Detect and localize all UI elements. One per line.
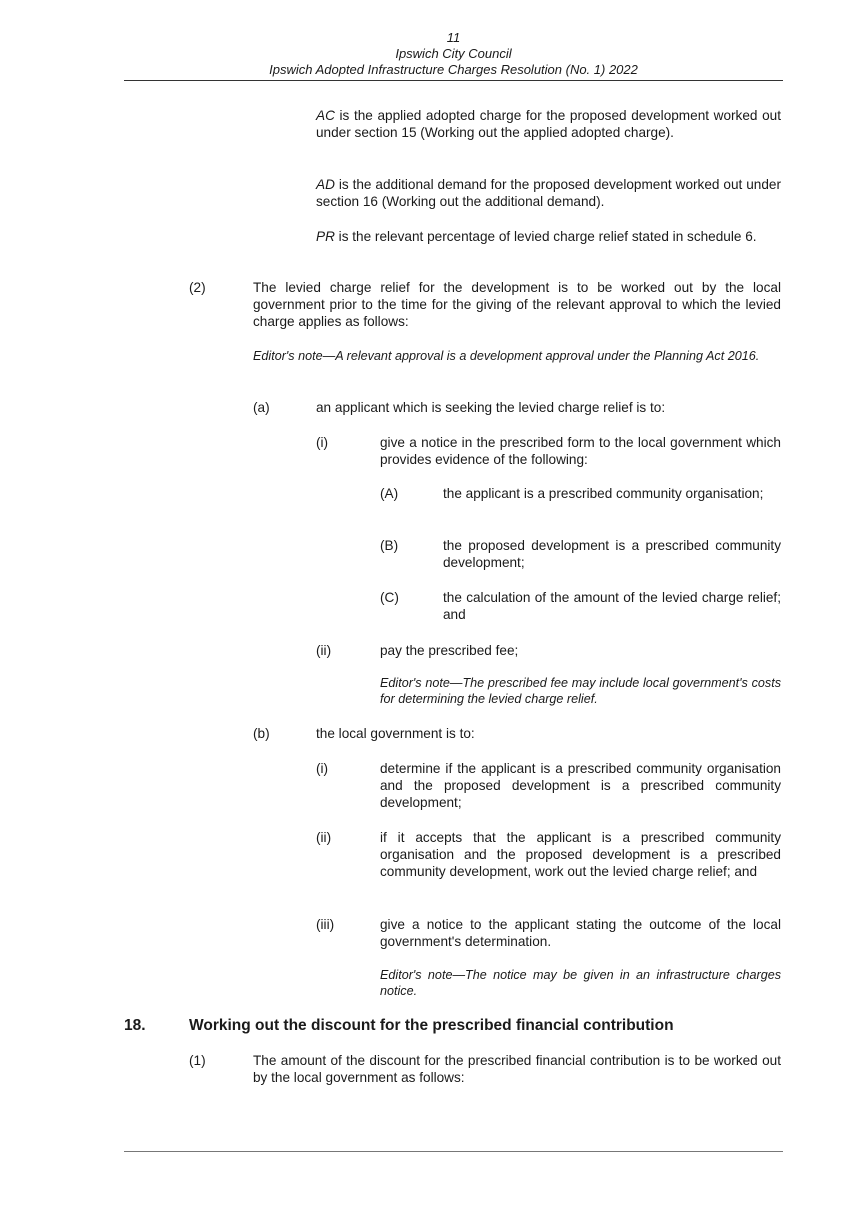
para-a-ii-number: (ii) [316,643,332,658]
para-a-text: an applicant which is seeking the levied charge relief is to: [316,400,666,415]
para-b-iii-text: give a notice to the applicant stating the outcome of the local government's determination. [380,917,781,949]
footer-rule [124,1151,783,1152]
section-18-sub1-text: The amount of the discount for the prescribed financial contribution is to be worked out by the local government as follows: [253,1053,781,1085]
header-rule [124,80,783,81]
definition-pr-text: is the relevant percentage of levied charge relief stated in schedule 6. [334,229,757,244]
para-a-A-text: the applicant is a prescribed community organisation; [443,486,764,501]
subsection-2-number: (2) [189,280,206,295]
para-b-text: the local government is to: [316,726,475,741]
para-a-ii-text: pay the prescribed fee; [380,643,519,658]
editors-note-prescribed-fee: Editor's note—The prescribed fee may include local government's costs for determining the levied charge relief. [380,676,781,706]
document-title: Ipswich Adopted Infrastructure Charges Resolution (No. 1) 2022 [269,62,638,77]
editors-note-relevant-approval: Editor's note—A relevant approval is a development approval under the Planning Act 2016. [253,349,760,363]
term-ac: AC [316,108,335,123]
editors-note-notice: Editor's note—The notice may be given in an infrastructure charges notice. [380,968,781,998]
definition-ac [316,107,781,141]
para-b-ii-text: if it accepts that the applicant is a prescribed community organisation and the proposed development is a prescribed community development, work out the levied charge relief; and [380,830,781,879]
para-a-i-number: (i) [316,435,329,450]
definition-ac-text: is the applied adopted charge for the proposed development worked out under section 15 (Working out the applied adopted charge). [316,108,781,140]
para-b-i-text: determine if the applicant is a prescribed community organisation and the proposed development is a prescribed community development; [380,761,781,810]
section-18-number: 18. [124,1017,146,1034]
para-a-C-text: the calculation of the amount of the levied charge relief; and [443,590,781,622]
para-b-number: (b) [253,726,270,741]
section-18-heading: Working out the discount for the prescribed financial contribution [189,1017,674,1034]
para-a-B-text: the proposed development is a prescribed community development; [443,538,781,570]
page-number: 11 [446,30,461,45]
para-b-iii-number: (iii) [316,917,335,932]
definition-ad-text: is the additional demand for the proposed development worked out under section 16 (Working out the additional demand). [316,177,781,209]
definition-pr [316,228,781,245]
council-name: Ipswich City Council [395,46,512,61]
para-a-number: (a) [253,400,270,415]
para-a-i-text: give a notice in the prescribed form to the local government which provides evidence of the following: [380,435,781,467]
para-a-A-number: (A) [380,486,399,501]
para-b-ii-number: (ii) [316,830,332,845]
term-ad: AD [316,177,335,192]
para-b-i-number: (i) [316,761,329,776]
term-pr: PR [316,229,335,244]
para-a-B-number: (B) [380,538,399,553]
subsection-2-text: The levied charge relief for the development is to be worked out by the local government prior to the time for the giving of the relevant approval to which the levied charge applies as follows: [253,280,781,329]
para-a-C-number: (C) [380,590,399,605]
definition-ad [316,176,781,210]
section-18-sub1-number: (1) [189,1053,206,1068]
